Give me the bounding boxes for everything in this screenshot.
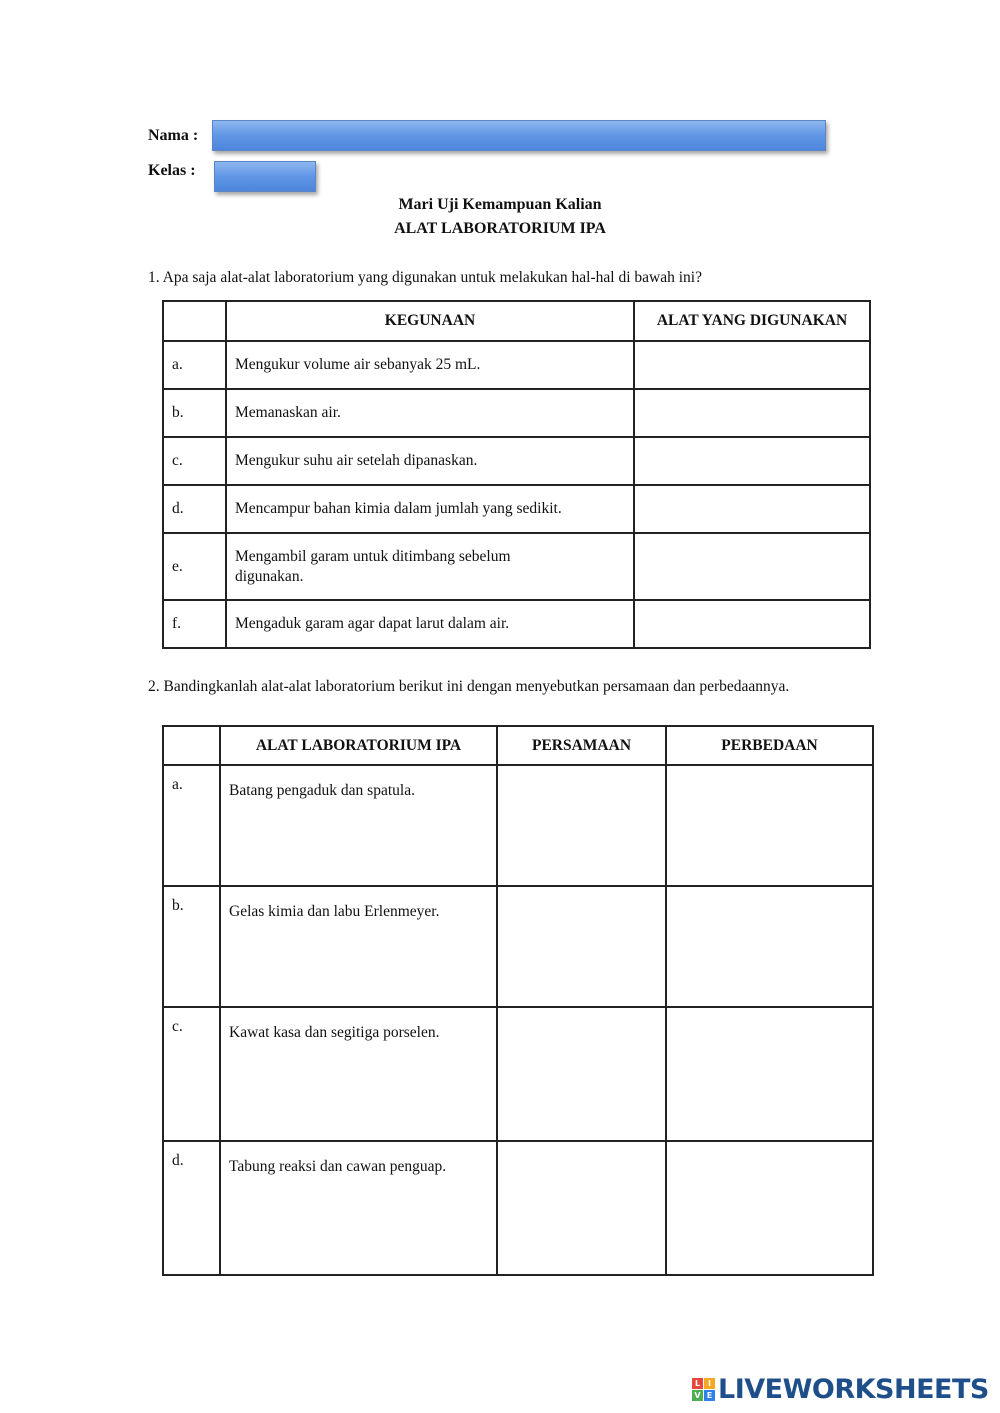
difference-cell[interactable]: [666, 886, 873, 1007]
answer-cell[interactable]: [634, 533, 870, 600]
answer-cell[interactable]: [634, 341, 870, 389]
row-letter: c.: [163, 1007, 220, 1141]
header-cell: [163, 726, 220, 765]
page-subtitle: ALAT LABORATORIUM IPA: [394, 220, 606, 237]
table-row: [163, 886, 873, 1007]
header-cell: PERBEDAAN: [666, 726, 873, 765]
row-text: Kawat kasa dan segitiga porselen.: [220, 1007, 497, 1141]
header-cell: [163, 301, 226, 341]
difference-cell[interactable]: [666, 1141, 873, 1275]
row-text: Memanaskan air.: [226, 389, 634, 437]
row-letter: b.: [163, 886, 220, 1007]
name-label: Nama :: [148, 127, 199, 144]
row-letter: b.: [163, 389, 226, 437]
question-2-text: 2. Bandingkanlah alat-alat laboratorium berikut ini dengan menyebutkan persamaan dan perbedaannya.: [148, 678, 790, 695]
table-row: [163, 389, 870, 437]
row-letter: a.: [163, 765, 220, 886]
header-cell: PERSAMAAN: [497, 726, 666, 765]
row-text: Mengukur volume air sebanyak 25 mL.: [226, 341, 634, 389]
class-label: Kelas :: [148, 162, 196, 179]
table-row: [163, 1141, 873, 1275]
row-letter: d.: [163, 1141, 220, 1275]
row-letter: f.: [163, 600, 226, 648]
table-row: [163, 341, 870, 389]
logo-mark-tile: V: [692, 1390, 703, 1401]
table-row: [163, 485, 870, 533]
row-letter: e.: [163, 533, 226, 600]
similarity-cell[interactable]: [497, 1007, 666, 1141]
row-letter: c.: [163, 437, 226, 485]
question-2-table: [162, 725, 874, 1276]
row-letter: a.: [163, 341, 226, 389]
logo-mark-icon: [692, 1378, 715, 1401]
logo-text: LIVEWORKSHEETS: [718, 1373, 989, 1405]
logo-mark-tile: I: [704, 1378, 715, 1389]
difference-cell[interactable]: [666, 1007, 873, 1141]
row-letter: d.: [163, 485, 226, 533]
header-cell: ALAT LABORATORIUM IPA: [220, 726, 497, 765]
answer-cell[interactable]: [634, 389, 870, 437]
row-text: Mencampur bahan kimia dalam jumlah yang sedikit.: [226, 485, 634, 533]
table-row: [163, 765, 873, 886]
answer-cell[interactable]: [634, 485, 870, 533]
table-row: [163, 1007, 873, 1141]
row-text: Mengaduk garam agar dapat larut dalam air.: [226, 600, 634, 648]
table-row: [163, 533, 870, 600]
similarity-cell[interactable]: [497, 1141, 666, 1275]
table-header-row: [163, 301, 870, 341]
difference-cell[interactable]: [666, 765, 873, 886]
question-1-table: [162, 300, 871, 649]
table-header-row: [163, 726, 873, 765]
row-text: Mengambil garam untuk ditimbang sebelum digunakan.: [226, 533, 634, 600]
class-input[interactable]: [214, 161, 316, 192]
row-text: Mengukur suhu air setelah dipanaskan.: [226, 437, 634, 485]
header-cell: KEGUNAAN: [226, 301, 634, 341]
row-text: Batang pengaduk dan spatula.: [220, 765, 497, 886]
liveworksheets-logo: [692, 1373, 989, 1405]
table-row: [163, 600, 870, 648]
question-1-text: 1. Apa saja alat-alat laboratorium yang digunakan untuk melakukan hal-hal di bawah ini?: [148, 269, 702, 286]
name-input[interactable]: [212, 120, 826, 151]
table-row: [163, 437, 870, 485]
logo-mark-tile: L: [692, 1378, 703, 1389]
row-text: Gelas kimia dan labu Erlenmeyer.: [220, 886, 497, 1007]
similarity-cell[interactable]: [497, 765, 666, 886]
answer-cell[interactable]: [634, 437, 870, 485]
row-text: Tabung reaksi dan cawan penguap.: [220, 1141, 497, 1275]
logo-mark-tile: E: [704, 1390, 715, 1401]
answer-cell[interactable]: [634, 600, 870, 648]
header-cell: ALAT YANG DIGUNAKAN: [634, 301, 870, 341]
similarity-cell[interactable]: [497, 886, 666, 1007]
page-title: Mari Uji Kemampuan Kalian: [398, 196, 602, 213]
